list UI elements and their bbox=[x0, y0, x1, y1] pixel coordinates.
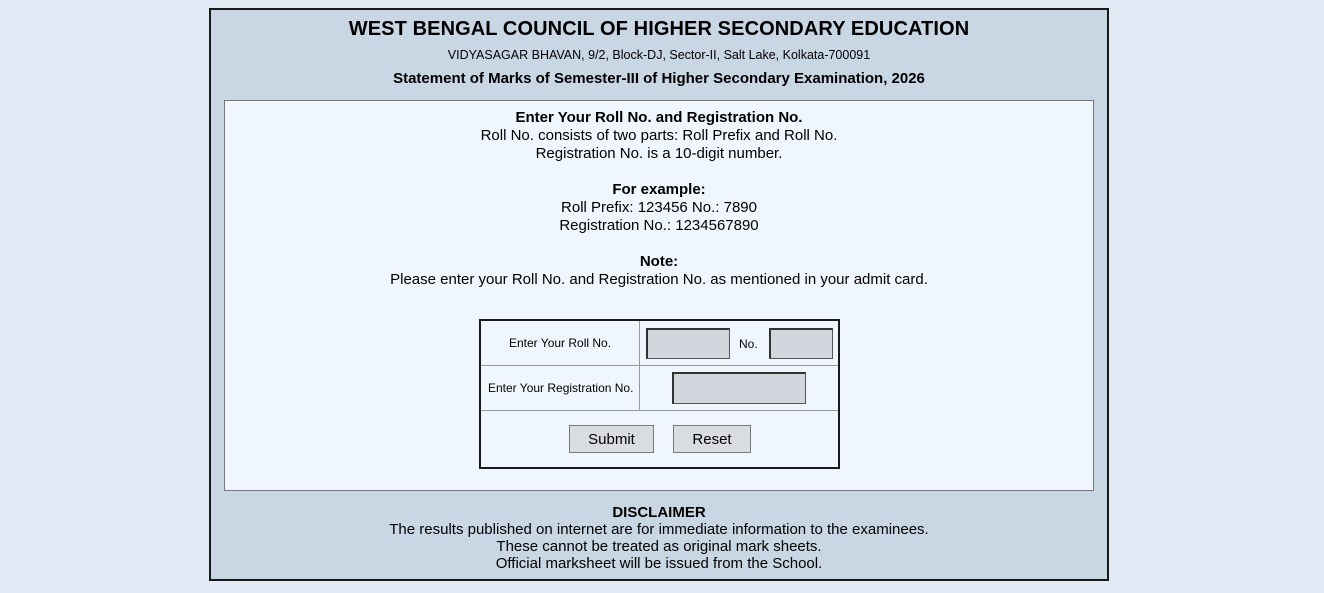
note-text: Please enter your Roll No. and Registration No. as mentioned in your admit card. bbox=[390, 271, 928, 288]
example-heading: For example: bbox=[612, 181, 706, 198]
registration-number-input[interactable] bbox=[672, 372, 806, 404]
council-address: VIDYASAGAR BHAVAN, 9/2, Block-DJ, Sector-II, Salt Lake, Kolkata-700091 bbox=[447, 48, 871, 62]
reset-button[interactable]: Reset bbox=[673, 425, 751, 453]
note-heading: Note: bbox=[639, 253, 679, 270]
disclaimer-line: The results published on internet are for immediate information to the examinees. bbox=[389, 521, 929, 538]
disclaimer-line: These cannot be treated as original mark sheets. bbox=[496, 538, 822, 555]
exam-statement-title: Statement of Marks of Semester-III of Higher Secondary Examination, 2026 bbox=[393, 70, 925, 87]
example-roll: Roll Prefix: 123456 No.: 7890 bbox=[561, 199, 757, 216]
registration-no-label: Enter Your Registration No. bbox=[488, 381, 634, 395]
roll-prefix-input[interactable] bbox=[646, 328, 730, 359]
roll-number-input[interactable] bbox=[769, 328, 833, 359]
login-form bbox=[479, 319, 840, 469]
result-container bbox=[209, 8, 1109, 581]
disclaimer-heading: DISCLAIMER bbox=[612, 504, 706, 521]
instruction-reg-digits: Registration No. is a 10-digit number. bbox=[535, 145, 783, 162]
form-row-divider bbox=[481, 365, 838, 366]
instruction-roll-parts: Roll No. consists of two parts: Roll Prefix and Roll No. bbox=[480, 127, 838, 144]
instruction-heading: Enter Your Roll No. and Registration No. bbox=[515, 109, 803, 126]
submit-button[interactable]: Submit bbox=[569, 425, 654, 453]
council-title: WEST BENGAL COUNCIL OF HIGHER SECONDARY EDUCATION bbox=[348, 18, 970, 40]
example-registration: Registration No.: 1234567890 bbox=[559, 217, 759, 234]
roll-no-label: Enter Your Roll No. bbox=[509, 336, 612, 350]
roll-number-label: No. bbox=[739, 337, 758, 351]
form-row-divider bbox=[481, 410, 838, 411]
disclaimer-line: Official marksheet will be issued from the School. bbox=[495, 555, 823, 572]
roll-entry-panel bbox=[224, 100, 1094, 491]
